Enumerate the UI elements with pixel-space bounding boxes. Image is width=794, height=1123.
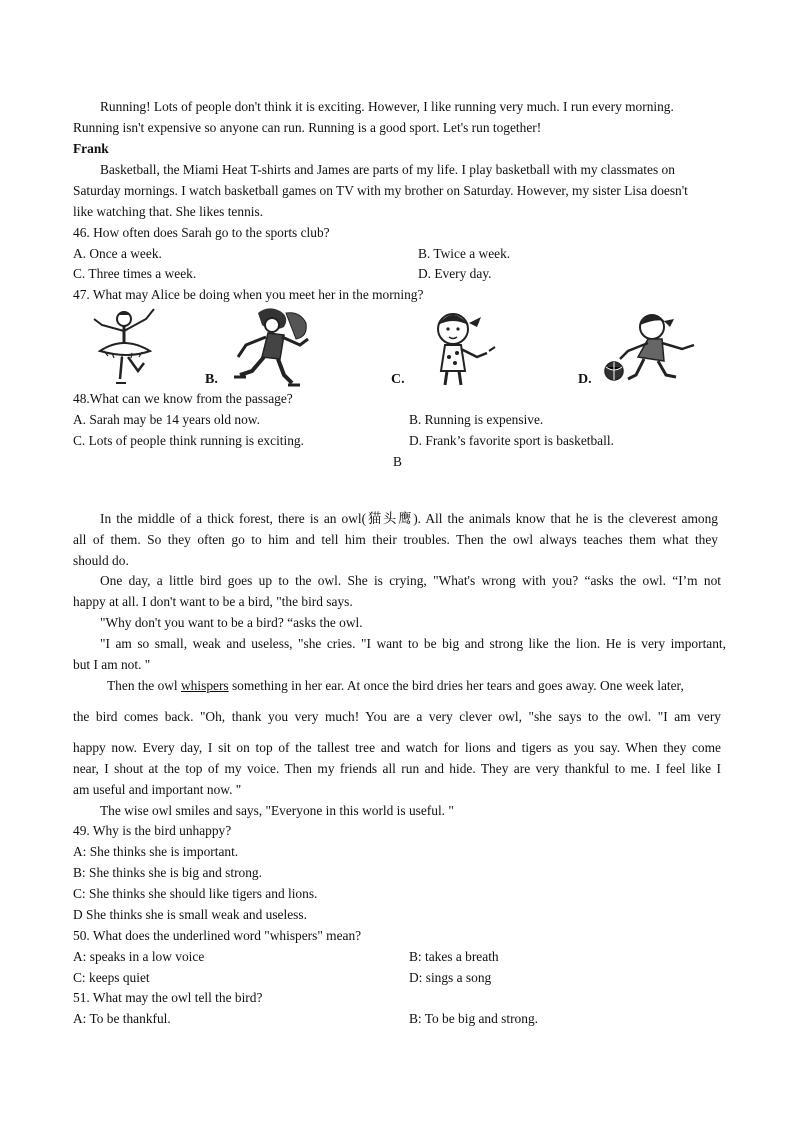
owl-paragraph-5-line-5: am useful and important now. " [73, 782, 242, 797]
frank-paragraph-line-1: Basketball, the Miami Heat T-shirts and James are parts of my life. I play basketball with my classmates on [100, 162, 675, 177]
question-49-option-d: D She thinks she is small weak and useless. [73, 907, 307, 922]
question-50-option-d: D: sings a song [409, 970, 492, 985]
question-46-option-d: D. Every day. [418, 266, 492, 281]
question-49-option-b: B: She thinks she is big and strong. [73, 865, 262, 880]
question-46-option-a: A. Once a week. [73, 246, 162, 261]
question-50-option-a: A: speaks in a low voice [73, 949, 205, 964]
owl-paragraph-1-line-1: In the middle of a thick forest, there is an owl(猫头鹰). All the animals know that he is the cleverest among [100, 511, 718, 526]
owl-paragraph-5-line-3: happy now. Every day, I sit on top of the tallest tree and watch for lions and tigers as you say. When they come [73, 740, 721, 755]
question-50-stem: 50. What does the underlined word "whispers" mean? [73, 928, 362, 943]
frank-paragraph-line-3: like watching that. She likes tennis. [73, 204, 264, 219]
question-46-option-b: B. Twice a week. [418, 246, 511, 261]
frank-heading: Frank [73, 141, 109, 156]
owl-paragraph-4-line-2: but I am not. " [73, 657, 151, 672]
question-48-option-a: A. Sarah may be 14 years old now. [73, 412, 260, 427]
question-51-option-b: B: To be big and strong. [409, 1011, 538, 1026]
whispers-suffix: something in her ear. At once the bird dries her tears and goes away. One week later, [228, 678, 684, 693]
owl-paragraph-4-line-1: "I am so small, weak and useless, "she cries. "I want to be big and strong like the lion. He is very important, [100, 636, 726, 651]
question-50-option-b: B: takes a breath [409, 949, 499, 964]
picture-label-c: C. [391, 372, 405, 387]
question-48-stem: 48.What can we know from the passage? [73, 391, 293, 406]
owl-paragraph-5-line-1 [107, 678, 721, 694]
whispers-prefix: Then the owl [107, 678, 182, 693]
question-48-option-c: C. Lots of people think running is exciting. [73, 433, 304, 448]
question-51-stem: 51. What may the owl tell the bird? [73, 990, 263, 1005]
question-46-option-c: C. Three times a week. [73, 266, 197, 281]
frank-paragraph-line-2: Saturday mornings. I watch basketball games on TV with my brother on Saturday. However, my sister Lisa doesn't [73, 183, 688, 198]
question-48-option-b: B. Running is expensive. [409, 412, 544, 427]
owl-paragraph-1-line-2: all of them. So they often go to him and tell him their troubles. Then the owl always teaches them what they [73, 532, 718, 547]
girl-playing-ball-picture [598, 305, 704, 391]
sarah-paragraph-line-2: Running isn't expensive so anyone can run. Running is a good sport. Let's run together! [73, 120, 542, 135]
question-49-option-c: C: She thinks she should like tigers and lions. [73, 886, 318, 901]
sarah-paragraph-line-1: Running! Lots of people don't think it is exciting. However, I like running very much. I run every morning. [100, 99, 674, 114]
child-eating-picture [415, 305, 515, 391]
section-b-heading: B [393, 454, 402, 469]
underlined-word-whispers: whispers [181, 678, 229, 693]
owl-paragraph-1-line-3: should do. [73, 553, 129, 568]
question-49-option-a: A: She thinks she is important. [73, 844, 239, 859]
owl-paragraph-3: "Why don't you want to be a bird? “asks the owl. [100, 615, 363, 630]
question-46-stem: 46. How often does Sarah go to the sports club? [73, 225, 330, 240]
owl-paragraph-5-line-2: the bird comes back. "Oh, thank you very much! You are a very clever owl, "she says to the owl. "I am very [73, 709, 721, 724]
street-dancer-picture [228, 305, 328, 391]
ballet-dancer-picture [88, 305, 178, 391]
picture-label-d: D. [578, 372, 592, 387]
question-51-option-a: A: To be thankful. [73, 1011, 171, 1026]
question-50-option-c: C: keeps quiet [73, 970, 150, 985]
owl-paragraph-2-line-1: One day, a little bird goes up to the owl. She is crying, "What's wrong with you? “asks the owl. “I’m not [100, 573, 721, 588]
question-48-option-d: D. Frank’s favorite sport is basketball. [409, 433, 614, 448]
owl-paragraph-6: The wise owl smiles and says, "Everyone in this world is useful. " [100, 803, 454, 818]
question-49-stem: 49. Why is the bird unhappy? [73, 823, 232, 838]
owl-paragraph-2-line-2: happy at all. I don't want to be a bird, "the bird says. [73, 594, 353, 609]
picture-label-b: B. [205, 372, 218, 387]
question-47-stem: 47. What may Alice be doing when you meet her in the morning? [73, 287, 424, 302]
owl-paragraph-5-line-4: near, I shout at the top of my voice. Then my friends all run and hide. They are very thankful to me. I feel like I [73, 761, 721, 776]
